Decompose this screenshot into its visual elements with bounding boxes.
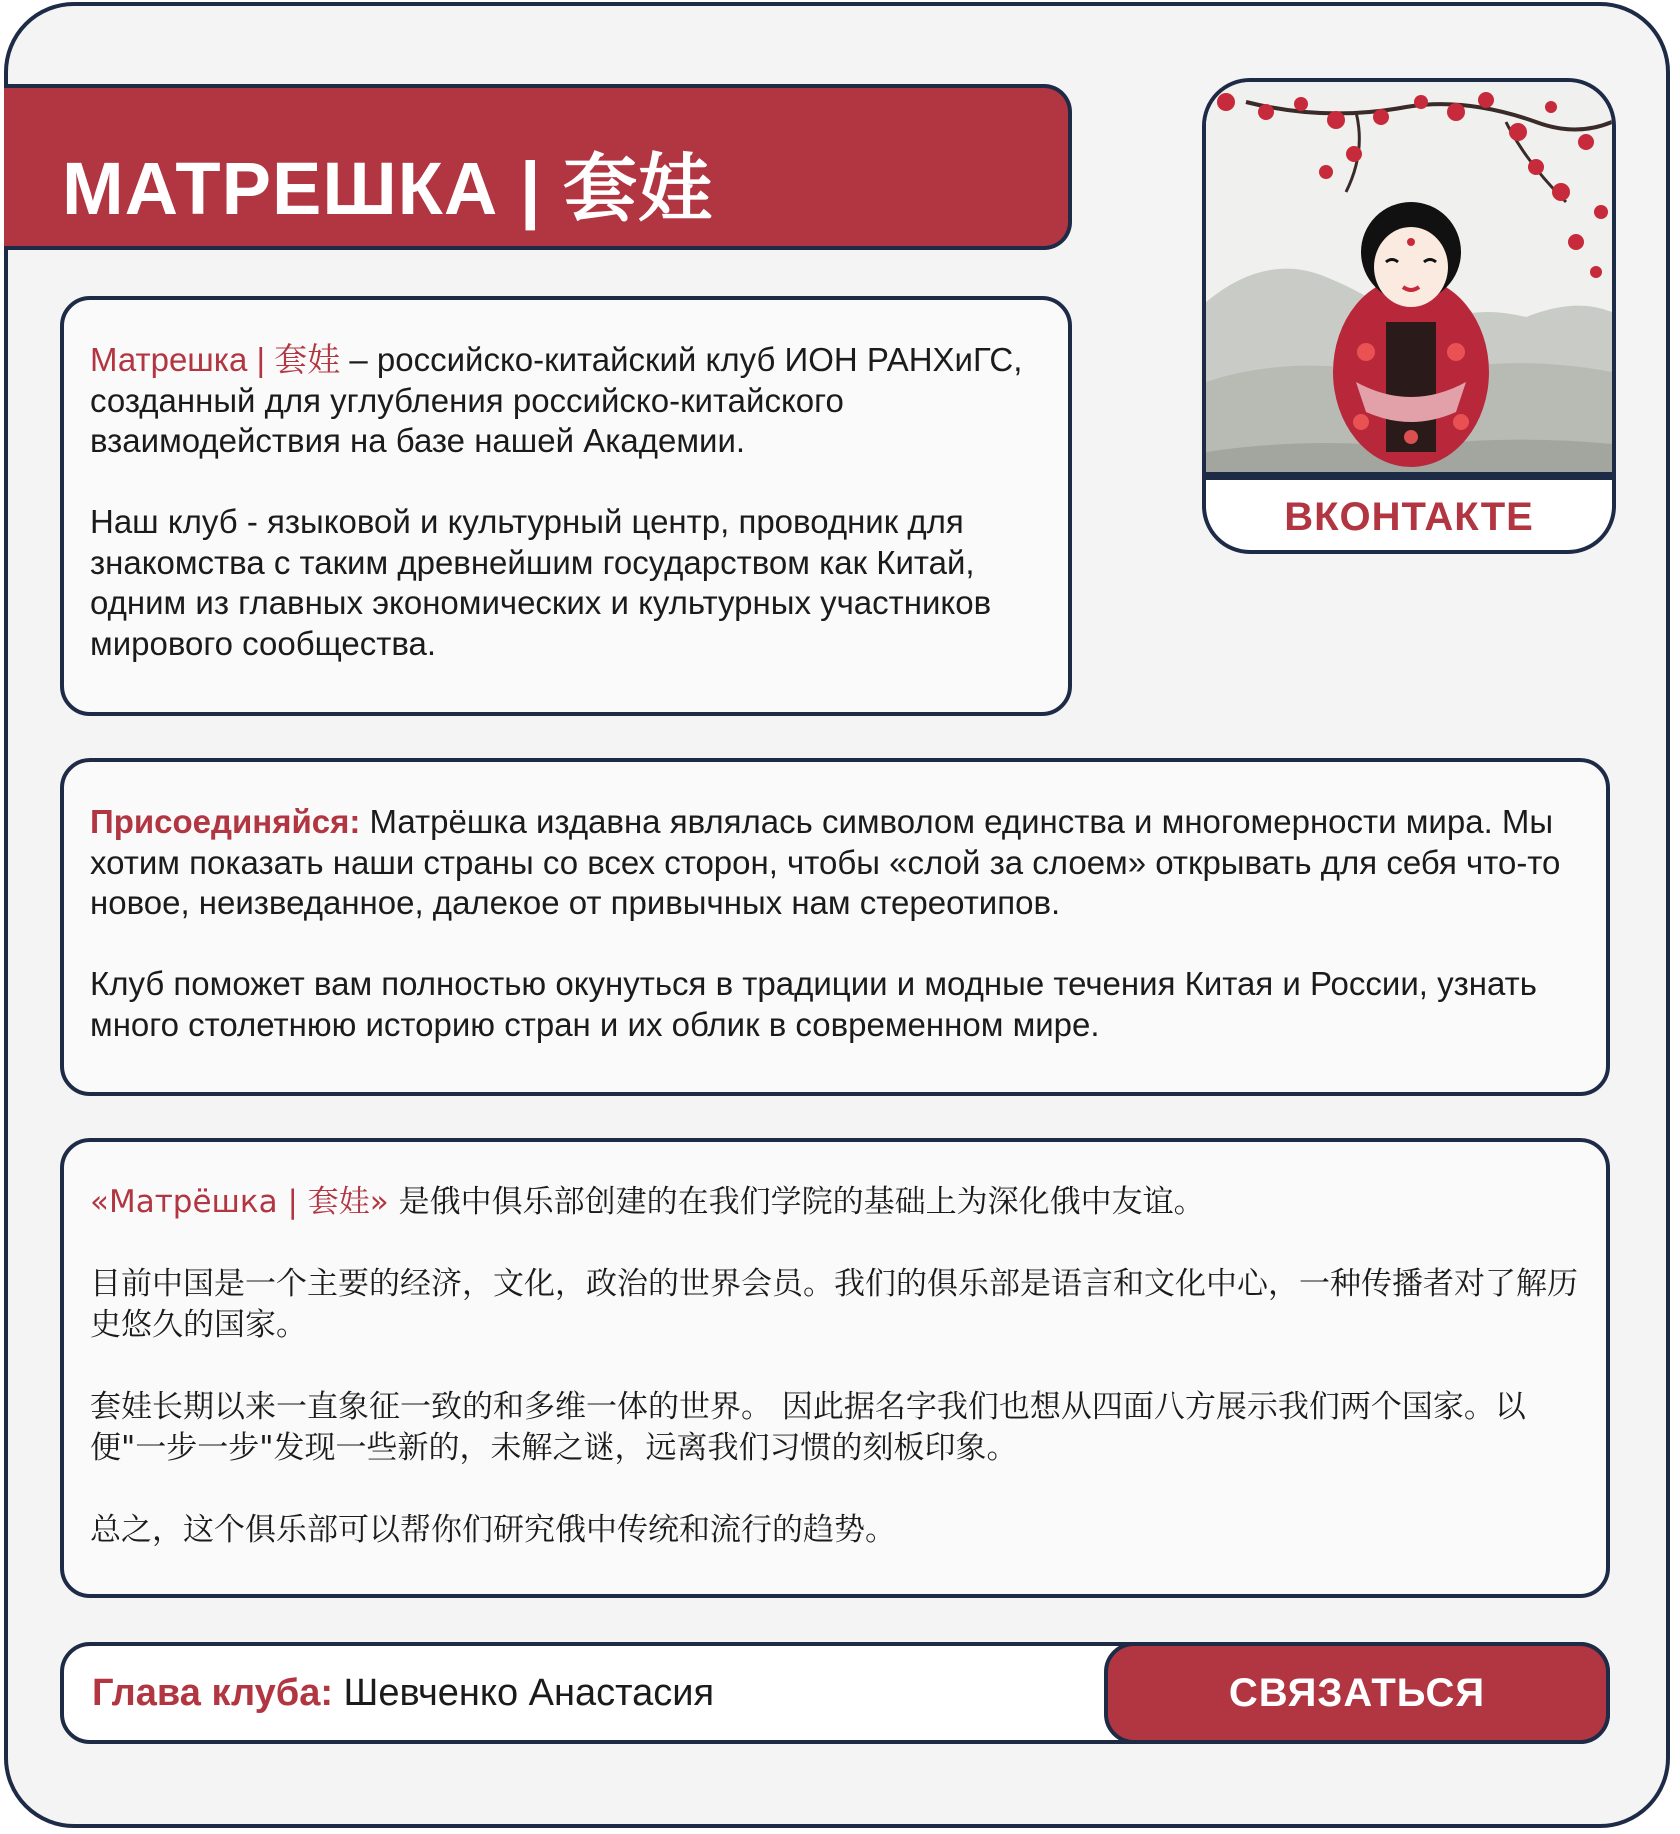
join-text [90,802,1584,1045]
about-paragraph-1: – российско-китайский клуб ИОН РАНХиГС, созданный для углубления российско-китайского взаимодействия на базе нашей Академии. [90,341,1023,459]
chinese-paragraph-2: 目前中国是一个主要的经济，文化，政治的世界会员。我们的俱乐部是语言和文化中心，一种传播者对了解历史悠久的国家。 [90,1266,1578,1343]
vk-button[interactable]: ВКОНТАКТЕ [1284,495,1534,539]
club-head [92,1672,714,1715]
join-paragraph-1: Матрёшка издавна являлась символом единства и многомерности мира. Мы хотим показать наши страны со всех сторон, чтобы «слой за слоем» открывать для себя что-то новое, неизведанное, далекое от привычных нам стереотипов. [90,803,1561,921]
title-banner [4,84,1072,250]
chinese-panel [60,1138,1610,1598]
chinese-text [90,1182,1584,1551]
chinese-paragraph-4: 总之，这个俱乐部可以帮你们研究俄中传统和流行的趋势。 [90,1512,896,1548]
page-title: МАТРЕШКА | 套娃 [62,147,714,230]
vk-divider [1206,472,1612,480]
join-paragraph-2: Клуб поможет вам полностью окунуться в традиции и модные течения Китая и России, узнать много столетнюю историю стран и их облик в современном мире. [90,965,1537,1043]
matryoshka-illustration [1206,82,1612,472]
club-name: Матрешка | 套娃 [90,341,341,378]
contact-button[interactable]: СВЯЗАТЬСЯ [1104,1642,1610,1744]
club-head-label: Глава клуба: [92,1672,333,1714]
join-label: Присоединяйся: [90,803,361,840]
join-panel [60,758,1610,1096]
chinese-paragraph-3: 套娃长期以来一直象征一致的和多维一体的世界。 因此据名字我们也想从四面八方展示我们两个国家。以便"一步一步"发现一些新的，未解之谜，远离我们习惯的刻板印象。 [90,1389,1526,1466]
club-head-name: Шевченко Анастасия [333,1672,715,1714]
vk-link-card[interactable] [1202,78,1616,554]
about-text [90,340,1046,664]
about-paragraph-2: Наш клуб - языковой и культурный центр, проводник для знакомства с таким древнейшим государством как Китай, одним из главных экономических и культурных участников мирового сообщества. [90,503,992,662]
chinese-club-name: «Матрёшка | 套娃» [90,1184,389,1220]
about-panel [60,296,1072,716]
chinese-paragraph-1: 是俄中俱乐部创建的在我们学院的基础上为深化俄中友谊。 [388,1184,1205,1220]
